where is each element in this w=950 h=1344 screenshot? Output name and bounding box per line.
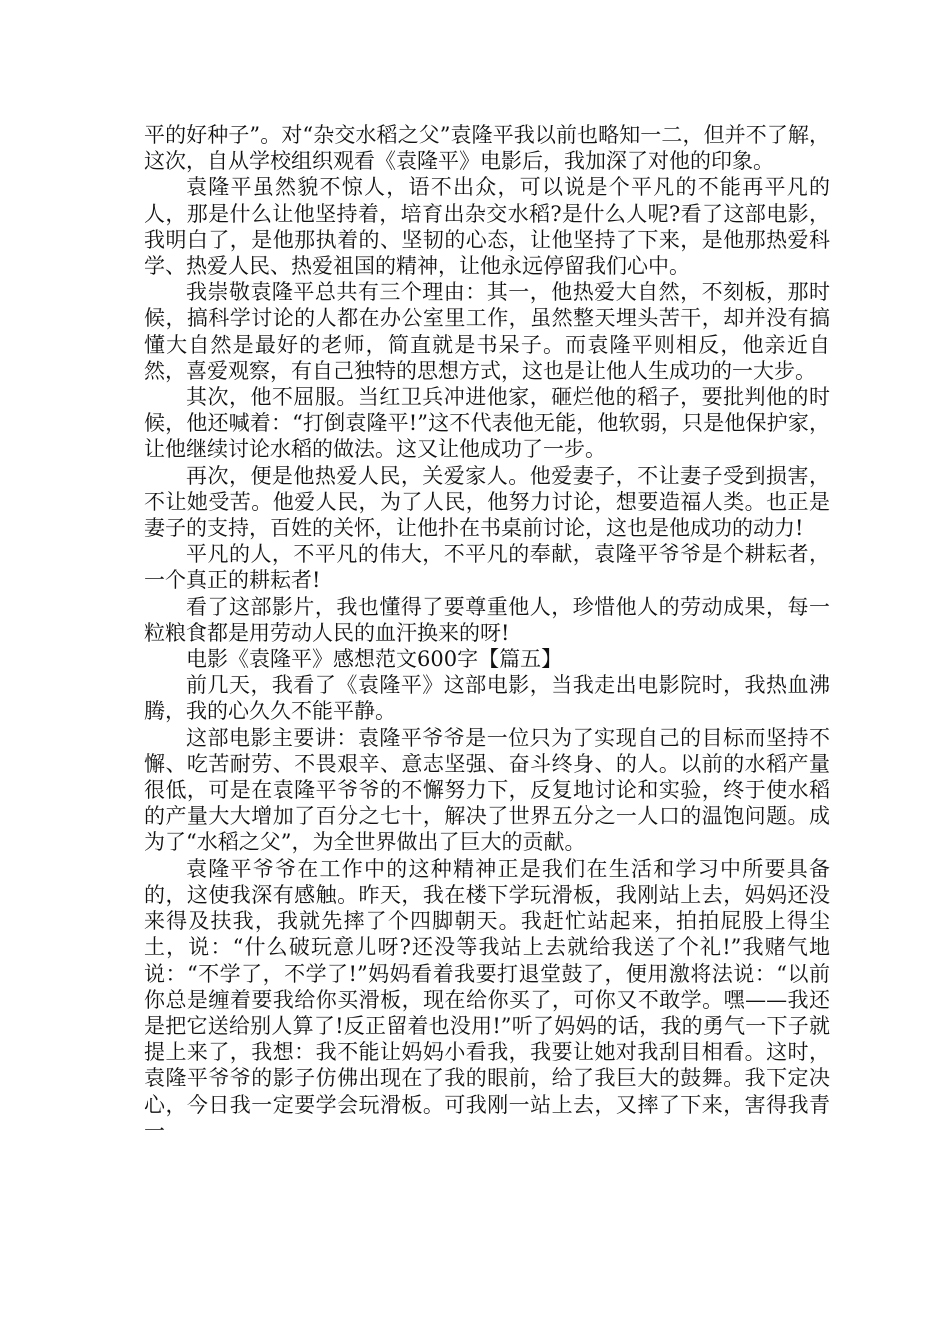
paragraph-continuation: 平的好种子”。对“杂交水稻之父”袁隆平我以前也略知一二，但并不了解，这次，自从学校组织观看《袁隆平》电影后，我加深了对他的印象。 [144, 123, 830, 174]
paragraph: 袁隆平爷爷在工作中的这种精神正是我们在生活和学习中所要具备的，这使我深有感触。昨天，我在楼下学玩滑板，我刚站上去，妈妈还没来得及扶我，我就先摔了个四脚朝天。我赶忙站起来，拍拍屁股上得尘土，说：“什么破玩意儿呀?还没等我站上去就给我送了个礼!”我赌气地说：“不学了，不学了!”妈妈看着我要打退堂鼓了，便用激将法说：“以前你总是缠着要我给你买滑板，现在给你买了，可你又不敢学。嘿——我还是把它送给别人算了!反正留着也没用!”听了妈妈的话，我的勇气一下子就提上来了，我想：我不能让妈妈小看我，我要让她对我刮目相看。这时，袁隆平爷爷的影子仿佛出现在了我的眼前，给了我巨大的鼓舞。我下定决心，今日我一定要学会玩滑板。可我刚一站上去，又摔了下来，害得我青一 [144, 856, 830, 1143]
paragraph: 袁隆平虽然貌不惊人，语不出众，可以说是个平凡的不能再平凡的人，那是什么让他坚持着，培育出杂交水稻?是什么人呢?看了这部电影，我明白了，是他那执着的、坚韧的心态，让他坚持了下来，是他那热爱科学、热爱人民、热爱祖国的精神，让他永远停留我们心中。 [144, 175, 830, 279]
paragraph: 前几天，我看了《袁隆平》这部电影，当我走出电影院时，我热血沸腾，我的心久久不能平静。 [144, 673, 830, 724]
document-page [144, 122, 830, 1144]
paragraph: 再次，便是他热爱人民，关爱家人。他爱妻子，不让妻子受到损害，不让她受苦。他爱人民，为了人民，他努力讨论，想要造福人类。也正是妻子的支持，百姓的关怀，让他扑在书桌前讨论，这也是他成功的动力! [144, 463, 830, 541]
paragraph: 我崇敬袁隆平总共有三个理由：其一，他热爱大自然，不刻板，那时候，搞科学讨论的人都在办公室里工作，虽然整天埋头苦干，却并没有搞懂大自然是最好的老师，简直就是书呆子。而袁隆平则相反，他亲近自然，喜爱观察，有自己独特的思想方式，这也是让他人生成功的一大步。 [144, 280, 830, 383]
section-heading: 电影《袁隆平》感想范文600字【篇五】 [186, 647, 563, 672]
paragraph: 这部电影主要讲：袁隆平爷爷是一位只为了实现自己的目标而坚持不懈、吃苦耐劳、不畏艰辛、意志坚强、奋斗终身、的人。以前的水稻产量很低，可是在袁隆平爷爷的不懈努力下，反复地讨论和实验，终于使水稻的产量大大增加了百分之七十，解决了世界五分之一人口的温饱问题。成为了“水稻之父”，为全世界做出了巨大的贡献。 [144, 725, 830, 855]
paragraph: 其次，他不屈服。当红卫兵冲进他家，砸烂他的稻子，要批判他的时候，他还喊着：“打倒袁隆平!”这不代表他无能，他软弱，只是他保护家，让他继续讨论水稻的做法。这又让他成功了一步。 [144, 385, 830, 462]
paragraph: 平凡的人，不平凡的伟大，不平凡的奉献，袁隆平爷爷是个耕耘者，一个真正的耕耘者! [144, 542, 830, 593]
paragraph: 看了这部影片，我也懂得了要尊重他人，珍惜他人的劳动成果，每一粒粮食都是用劳动人民的血汗换来的呀! [144, 594, 830, 645]
